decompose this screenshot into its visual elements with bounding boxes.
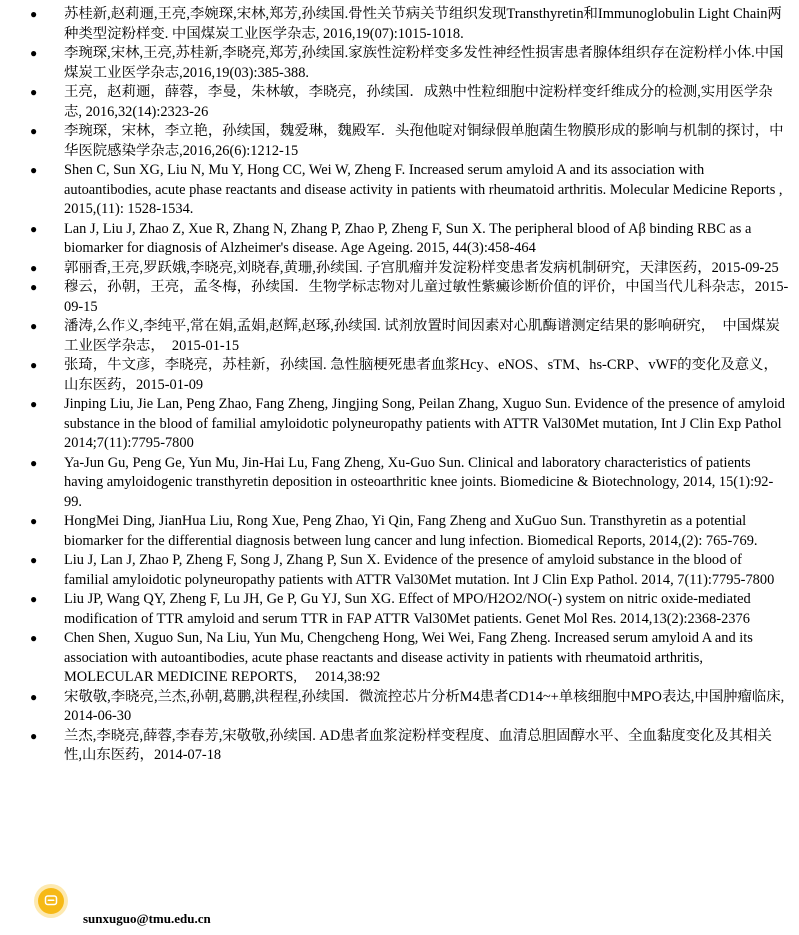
- bullet-icon: ●: [30, 397, 38, 411]
- bullet-icon: ●: [30, 455, 38, 470]
- bullet-icon: ●: [30, 592, 38, 606]
- reference-text: 王亮，赵莉逦，薛蓉，李曼，朱林敏，李晓亮，孙续国．成熟中性粒细胞中淀粉样变纤维成分的检测,实用医学杂志, 2016,32(14):2323-26: [64, 84, 773, 120]
- reference-text: 苏桂新,赵莉逦,王亮,李婉琛,宋林,郑芳,孙续国.骨性关节病关节组织发现Transthyretin和Immunoglobulin Light Chain两种类型淀粉样变. 中国煤炭工业医学杂志, 2016,19(07):1015-1018.: [64, 6, 782, 42]
- reference-text: Chen Shen, Xuguo Sun, Na Liu, Yun Mu, Chengcheng Hong, Wei Wei, Fang Zheng. Increased serum amyloid A and its association with autoantibodies, acute phase reactants and disease activity in patients with rheumatoid arthritis, MOLECULAR MEDICINE REPORTS, 2014,38:92: [64, 630, 753, 685]
- contact-email[interactable]: sunxuguo@tmu.edu.cn: [83, 911, 211, 926]
- reference-item: [27, 161, 789, 220]
- reference-text: Jinping Liu, Jie Lan, Peng Zhao, Fang Zheng, Jingjing Song, Peilan Zhang, Xuguo Sun. Evidence of the presence of amyloid substance in the blood of familial amyloidotic polyneuropathy patients with ATTR Val30Met mutation, Int J Clin Exp Pathol 2014;7(11):7795-7800: [64, 396, 786, 451]
- bullet-icon: ●: [30, 728, 38, 743]
- reference-item: [27, 83, 789, 122]
- reference-item: [27, 395, 789, 454]
- reference-text: 郭丽香,王亮,罗跃娥,李晓亮,刘晓春,黄珊,孙续国. 子宫肌瘤并发淀粉样变患者发病机制研究，天津医药，2015-09-25: [64, 259, 779, 276]
- reference-item: [27, 590, 789, 629]
- reference-text: Shen C, Sun XG, Liu N, Mu Y, Hong CC, Wei W, Zheng F. Increased serum amyloid A and its association with autoantibodies, acute phase reactants and disease activity in patients with rheumatoid arthritis. Molecular Medicine Reports , 2015,(11): 1528-1534.: [64, 162, 783, 217]
- reference-text: 潘涛,么作义,李纯平,常在娟,孟娟,赵辉,赵琢,孙续国. 试剂放置时间因素对心肌酶谱测定结果的影响研究， 中国煤炭工业医学杂志， 2015-01-15: [64, 318, 780, 354]
- bullet-icon: ●: [30, 124, 38, 138]
- bullet-icon: ●: [30, 221, 38, 236]
- reference-text: 穆云，孙朝，王亮，孟冬梅，孙续国．生物学标志物对儿童过敏性紫癜诊断价值的评价，中国当代儿科杂志，2015-09-15: [64, 279, 789, 315]
- reference-item: [27, 5, 789, 44]
- reference-text: HongMei Ding, JianHua Liu, Rong Xue, Peng Zhao, Yi Qin, Fang Zheng and XuGuo Sun. Transthyretin as a potential biomarker for the differential diagnosis between lung cancer and lung infection. Biomedical Reports, 2014,(2): 765-769.: [64, 513, 758, 549]
- reference-item: [27, 122, 789, 161]
- reference-text: Ya-Jun Gu, Peng Ge, Yun Mu, Jin-Hai Lu, Fang Zheng, Xu-Guo Sun. Clinical and laboratory characteristics of patients having amyloidogenic transthyretin deposition in osteoarthritic knee joints. Biomedicine & Biotechnology, 2014, 15(1):92-99.: [64, 454, 774, 510]
- bullet-icon: ●: [30, 631, 38, 645]
- reference-text: 李琬琛，宋林，李立艳，孙续国，魏爱琳，魏殿军．头孢他啶对铜绿假单胞菌生物膜形成的影响与机制的探讨，中华医院感染学杂志,2016,26(6):1212-15: [64, 123, 784, 159]
- reference-text: Liu JP, Wang QY, Zheng F, Lu JH, Ge P, Gu YJ, Sun XG. Effect of MPO/H2O2/NO(-) system on nitric oxide-mediated modification of TTR amyloid and serum TTR in FAP ATTR Val30Met patients. Genet Mol Res. 2014,13(2):2368-2376: [64, 591, 751, 627]
- bullet-icon: ●: [30, 553, 38, 567]
- reference-item: [27, 454, 789, 513]
- reference-item: [27, 259, 789, 279]
- reference-item: [27, 551, 789, 590]
- reference-item: [27, 629, 789, 688]
- bullet-icon: ●: [30, 7, 38, 21]
- reference-text: Lan J, Liu J, Zhao Z, Xue R, Zhang N, Zhang P, Zhao P, Zheng F, Sun X. The peripheral blood of Aβ binding RBC as a biomarker for diagnosis of Alzheimer's disease. Age Ageing. 2015, 44(3):458-464: [64, 220, 752, 256]
- reference-item: [27, 688, 789, 727]
- page-footer: [0, 880, 799, 935]
- reference-item: [27, 317, 789, 356]
- bullet-icon: ●: [30, 358, 38, 372]
- reference-item: [27, 278, 789, 317]
- bullet-icon: ●: [30, 163, 38, 177]
- reference-item: [27, 356, 789, 395]
- reference-item: [27, 220, 789, 259]
- bullet-icon: ●: [30, 85, 38, 99]
- bullet-icon: ●: [30, 280, 38, 294]
- reference-text: 张琦，牛文彦，李晓亮，苏桂新，孙续国. 急性脑梗死患者血浆Hcy、eNOS、sTM、hs-CRP、vWF的变化及意义，山东医药，2015-01-09: [64, 357, 778, 393]
- chat-bubble-icon[interactable]: [38, 888, 64, 914]
- bullet-icon: ●: [30, 46, 38, 60]
- bullet-icon: ●: [30, 319, 38, 333]
- reference-text: 宋敬敬,李晓亮,兰杰,孙朝,葛鹏,洪程程,孙续国．微流控芯片分析M4患者CD14~+单核细胞中MPO表达,中国肿瘤临床, 2014-06-30: [64, 688, 785, 724]
- reference-item: [27, 44, 789, 83]
- reference-list: [27, 5, 789, 766]
- bullet-icon: ●: [30, 689, 38, 704]
- reference-text: 兰杰,李晓亮,薛蓉,李春芳,宋敬敬,孙续国. AD患者血浆淀粉样变程度、血清总胆固醇水平、全血黏度变化及其相关性,山东医药，2014-07-18: [64, 727, 772, 763]
- bullet-icon: ●: [30, 514, 38, 528]
- reference-text: Liu J, Lan J, Zhao P, Zheng F, Song J, Zhang P, Sun X. Evidence of the presence of amyloid substance in the blood of familial amyloidotic polyneuropathy patients with ATTR Val30Met mutation. Int J Clin Exp Pathol. 2014, 7(11):7795-7800: [64, 552, 775, 588]
- bullet-icon: ●: [30, 260, 38, 275]
- reference-item: [27, 512, 789, 551]
- reference-item: [27, 727, 789, 766]
- reference-text: 李琬琛,宋林,王亮,苏桂新,李晓亮,郑芳,孙续国.家族性淀粉样变多发性神经性损害患者腺体组织存在淀粉样小体.中国煤炭工业医学杂志,2016,19(03):385-388.: [64, 45, 784, 81]
